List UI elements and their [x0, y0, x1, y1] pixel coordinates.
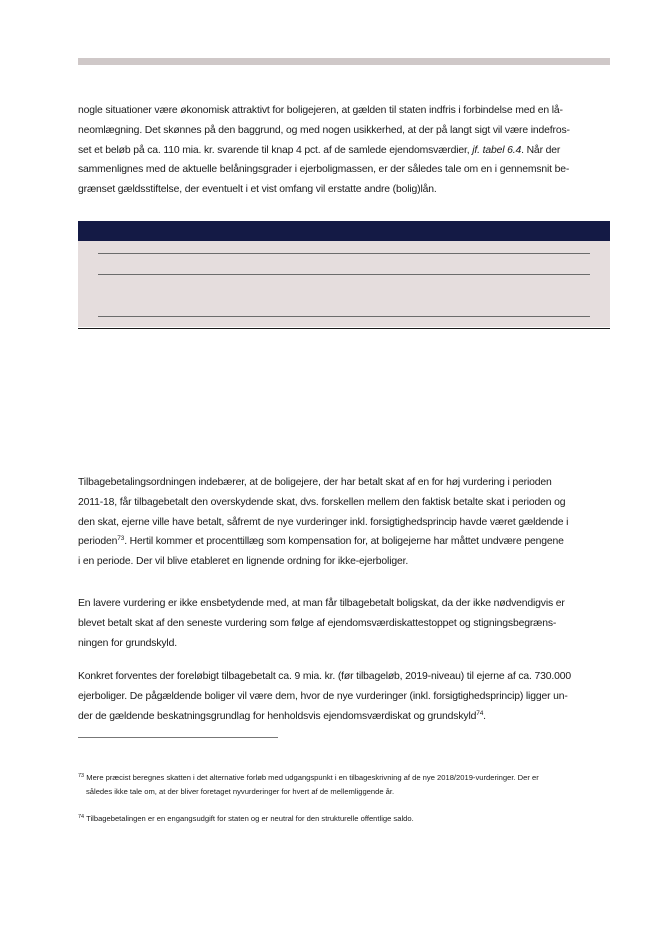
text-line: ejerboliger. De pågældende boliger vil være dem, hvor de nye vurderinger (inkl. forsigtighedsprincip) ligger un-	[78, 690, 568, 702]
text-line: $^{74}$ Tilbagebetalingen er en engangsudgift for staten og er neutral for den strukturelle offentlige saldo.	[78, 814, 414, 823]
footnote-separator	[78, 737, 278, 738]
footnote-74	[78, 812, 610, 826]
text-line: set et beløb på ca. 110 mia. kr. svarende til knap 4 pct. af de samlede ejendomsværdier, jf. tabel 6.4. Når der	[78, 144, 561, 156]
text-line: den skat, ejerne ville have betalt, såfremt de nye vurderinger inkl. forsigtighedsprincip havde været gældende i	[78, 516, 569, 528]
text-line: sammenlignes med de aktuelle belåningsgrader i ejerboligmassen, er der således tale om en i gennemsnit be-	[78, 164, 570, 176]
table-header	[78, 221, 610, 241]
text-line: i en periode. Der vil blive etableret en lignende ordning for ikke-ejerboliger.	[78, 556, 409, 568]
paragraph-expected-repayment	[78, 667, 610, 726]
table-row-divider	[98, 274, 590, 275]
table-row-divider	[98, 316, 590, 317]
text-line: nogle situationer være økonomisk attraktivt for boligejeren, at gælden til staten indfris i forbindelse med en lå-	[78, 105, 563, 116]
text-line: grænset gældsstiftelse, der eventuelt i et vist omfang vil erstatte andre (bolig)lån.	[78, 184, 437, 196]
text-line: således ikke tale om, at der bliver foretaget nyvurderinger for hvert af de mellemliggende år.	[86, 787, 395, 796]
text-line: blevet betalt skat af den seneste vurdering som følge af ejendomsværdiskattestoppet og stigningsbegræns-	[78, 617, 557, 629]
table-row-divider	[98, 253, 590, 254]
text-line: neomlægning. Det skønnes på den baggrund, og med nogen usikkerhed, at der på langt sigt vil være indefros-	[78, 124, 570, 136]
footnote-ref-74[interactable]: 74	[476, 709, 484, 717]
text-line: perioden$^{73}$. Hertil kommer et procenttillæg som kompensation for, at boligejerne har måttet undvære pengene	[78, 535, 564, 548]
text-line: Konkret forventes der foreløbigt tilbagebetalt ca. 9 mia. kr. (før tilbageløb, 2019-niveau) til ejerne af ca. 730.000	[78, 671, 572, 682]
text-line: 2011-18, får tilbagebetalt den overskydende skat, dvs. forskellen mellem den faktisk betalte skat i perioden og	[78, 496, 566, 508]
text-line: ningen for grundskyld.	[78, 637, 177, 649]
table-reference-link[interactable]: jf. tabel 6.4	[472, 144, 522, 156]
table-bottom-rule	[78, 328, 610, 329]
text-line: En lavere vurdering er ikke ensbetydende med, at man får tilbagebetalt boligskat, da der ikke nødvendigvis er	[78, 598, 565, 609]
paragraph-lower-valuation	[78, 594, 610, 653]
text-line: $^{73}$ Mere præcist beregnes skatten i det alternative forløb med udgangspunkt i en tilbageskrivning af de nye 2018/2019-vurderinger. Der er	[78, 773, 539, 782]
text-line: Tilbagebetalingsordningen indebærer, at de boligejere, der har betalt skat af en for høj vurdering i perioden	[78, 477, 552, 488]
text-line: der de gældende beskatningsgrundlag for henholdsvis ejendomsværdiskat og grundskyld$^{74}$.	[78, 709, 486, 722]
footnote-73	[78, 771, 610, 799]
paragraph-repayment-scheme	[78, 473, 610, 572]
page-header-bar	[78, 58, 610, 65]
paragraph-frozen-debt	[78, 101, 610, 200]
footnote-ref-73[interactable]: 73	[117, 535, 125, 543]
